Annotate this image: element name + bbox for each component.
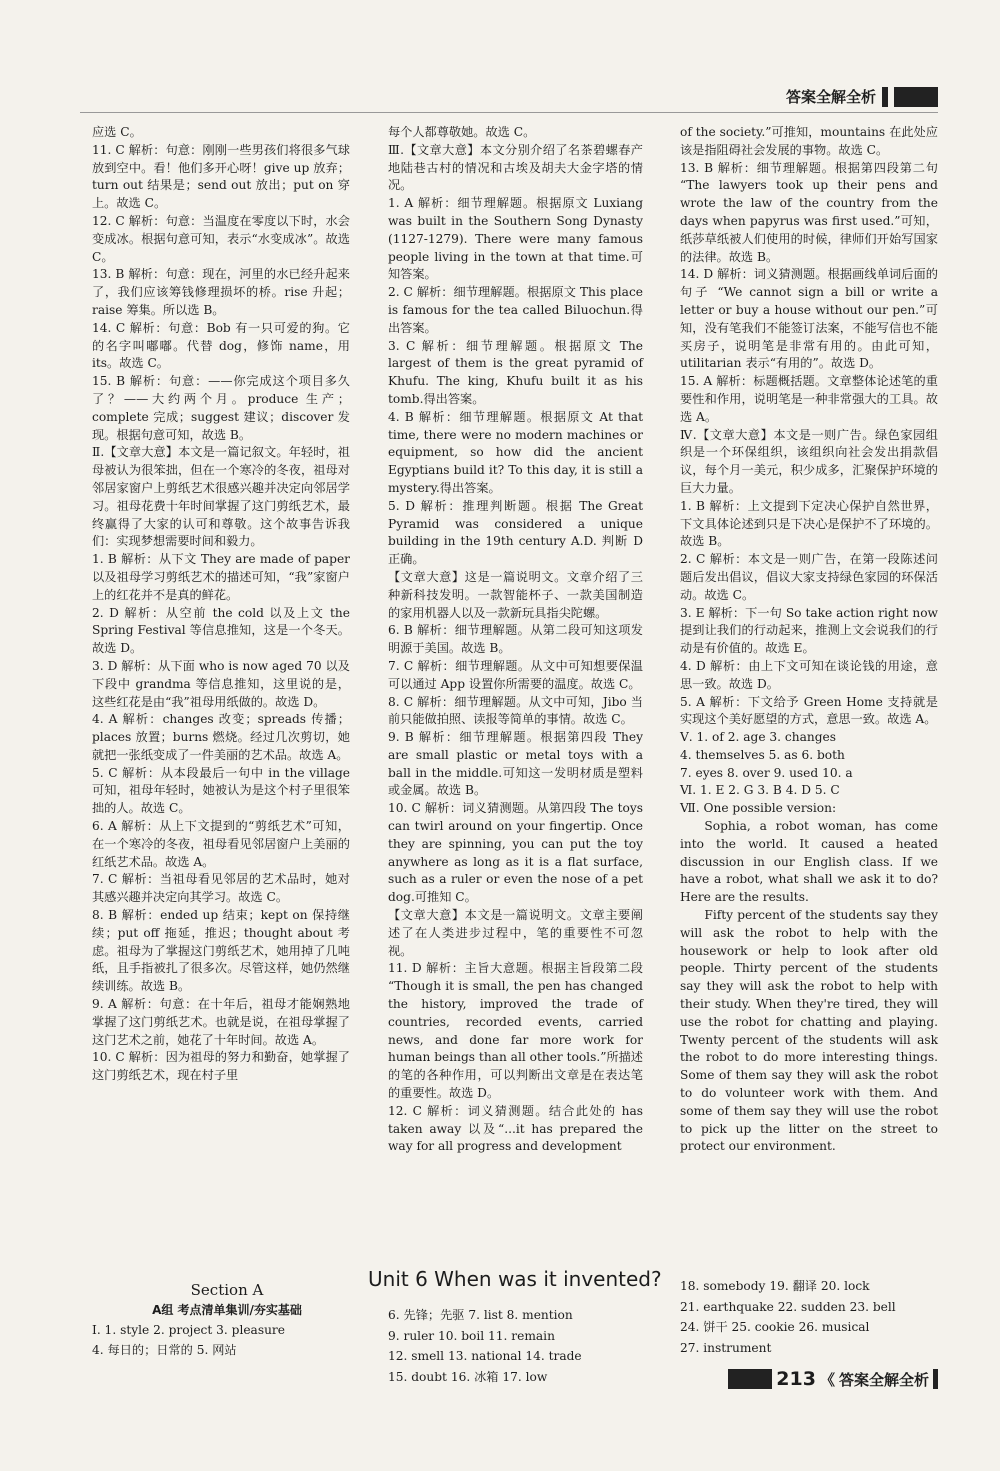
vocab-line: 24. 饼干 25. cookie 26. musical bbox=[680, 1320, 870, 1334]
vocab-line: 18. somebody 19. 翻译 20. lock bbox=[680, 1279, 870, 1293]
answer-paragraph: 2. D 解析：从空前 the cold 以及上文 the Spring Festival 等信息推知，这是一个冬天。故选 D。 bbox=[92, 605, 350, 656]
answer-paragraph: 15. A 解析：标题概括题。文章整体论述笔的重要性和作用，说明笔是一种非常强大的工具。故选 A。 bbox=[680, 374, 938, 424]
page-number: 213 bbox=[776, 1368, 816, 1390]
answer-paragraph: 1. A 解析：细节理解题。根据原文 Luxiang was built in the Southern Song Dynasty (1127-1279). There were many famous people living in the town at that time.可知答案。 bbox=[388, 196, 643, 282]
answer-paragraph: Ⅵ. 1. E 2. G 3. B 4. D 5. C bbox=[680, 783, 840, 798]
section-title: Section A bbox=[190, 1281, 264, 1299]
answer-paragraph: Ⅳ.【文章大意】本文是一则广告。绿色家园组织是一个环保组织，该组织向社会发出捐款倡议，每个月一美元，积少成多，汇聚保护环境的巨大力量。 bbox=[680, 427, 938, 495]
answer-paragraph: 9. B 解析：细节理解题。根据第四段 They are small plastic or metal toys with a ball in the middle.可知这一发明材质是塑料或金属。故选 B。 bbox=[388, 730, 643, 798]
vocab-line: 4. 每日的；日常的 5. 网站 bbox=[92, 1343, 237, 1357]
answer-paragraph: 每个人都尊敬她。故选 C。 bbox=[388, 125, 536, 139]
chevron-left-icon: 《 bbox=[819, 1370, 835, 1389]
answer-paragraph: 4. A 解析：changes 改变；spreads 传播；places 放置；burns 燃烧。经过几次剪切，她就把一张纸变成了一件美丽的艺术品。故选 A。 bbox=[92, 712, 350, 762]
answer-paragraph: 12. C 解析：句意：当温度在零度以下时，水会变成冰。根据句意可知，表示“水变成冰”。故选 C。 bbox=[92, 213, 350, 264]
answer-paragraph: 10. C 解析：词义猜测题。从第四段 The toys can twirl around on your fingertip. Once they are spinning, you can put the toy anywhere as long as it is a flat surface, such as a ruler or even the nose of a pet dog.可推知 C。 bbox=[388, 801, 643, 905]
answer-paragraph: Fifty percent of the students say they will ask the robot to help with the housework or help to look after old people. Thirty percent of the students say they will ask the robot to help with their study. When they're tired, they will use the robot for chatting and playing. Twenty percent of the students will ask the robot to do more interesting things. Some of them say they will ask the robot to do volunteer work with them. And some of them say they will use the robot to pick up the litter on the street to protect our environment. bbox=[680, 908, 938, 1154]
section-subtitle: A组 考点清单集训/夯实基础 bbox=[152, 1303, 302, 1317]
answer-paragraph: 7. C 解析：细节理解题。从文中可知想要保温可以通过 App 设置你所需要的温度。故选 C。 bbox=[388, 658, 643, 691]
answer-paragraph: 13. B 解析：细节理解题。根据第四段第二句 “The lawyers took up their pens and wrote the law of the country from the days when papyrus was first used.”可知，纸莎草纸被人们使用的时候，律师们开始写国家的法律。故选 B。 bbox=[680, 160, 938, 264]
header-block bbox=[894, 87, 938, 107]
answer-column-left bbox=[92, 124, 350, 1085]
answer-paragraph: 2. C 解析：细节理解题。根据原文 This place is famous for the tea called Biluochun.得出答案。 bbox=[388, 285, 643, 335]
answer-paragraph: 4. D 解析：由上下文可知在谈论钱的用途，意思一致。故选 D。 bbox=[680, 658, 938, 691]
answer-paragraph: 15. B 解析：句意：——你完成这个项目多久了？——大约两个月。produce 生产；complete 完成；suggest 建议；discover 发现。根据句意可知，故选 B。 bbox=[92, 374, 350, 442]
answer-paragraph: 1. B 解析：上文提到下定决心保护自然世界，下文具体论述到只是下决心是保护不了环境的。故选 B。 bbox=[680, 498, 938, 549]
answer-paragraph: 13. B 解析：句意：现在，河里的水已经升起来了，我们应该筹钱修理损坏的桥。rise 升起；raise 筹集。所以选 B。 bbox=[92, 267, 350, 317]
vocab-line: 6. 先锋；先驱 7. list 8. mention bbox=[388, 1308, 573, 1322]
answer-paragraph: 1. B 解析：从下文 They are made of paper 以及祖母学习剪纸艺术的描述可知，“我”家窗户上的红花并不是真的鲜花。 bbox=[92, 552, 350, 602]
header-rule bbox=[80, 112, 938, 113]
unit-title: Unit 6 When was it invented? bbox=[368, 1267, 662, 1291]
answer-paragraph: 10. C 解析：因为祖母的努力和勤奋，她掌握了这门剪纸艺术，现在村子里 bbox=[92, 1050, 350, 1083]
vocab-line: Ⅰ. 1. style 2. project 3. pleasure bbox=[92, 1323, 285, 1337]
answer-paragraph: 11. C 解析：句意：刚刚一些男孩们将很多气球放到空中。看！他们多开心呀！give up 放弃；turn out 结果是；send out 放出；put on 穿上。故选 C。 bbox=[92, 142, 350, 211]
vocab-column-right bbox=[680, 1276, 938, 1358]
answer-paragraph: 11. D 解析：主旨大意题。根据主旨段第二段 “Though it is small, the pen has changed the history, improved the trade of countries, recorded events, carried news, and done far more work for human beings than all other tools.”所描述的笔的各种作用，可以判断出文章是在表达笔的重要性。故选 D。 bbox=[388, 961, 643, 1101]
vocab-column-middle bbox=[388, 1305, 643, 1387]
answer-paragraph: 7. eyes 8. over 9. used 10. a bbox=[680, 765, 853, 780]
header-title: 答案全解全析 bbox=[785, 88, 876, 106]
footer-block bbox=[728, 1369, 772, 1389]
header-bar bbox=[882, 87, 888, 107]
vocab-line: 12. smell 13. national 14. trade bbox=[388, 1349, 582, 1363]
page-footer bbox=[728, 1368, 938, 1390]
section-block bbox=[92, 1280, 362, 1360]
vocab-line: 15. doubt 16. 冰箱 17. low bbox=[388, 1369, 548, 1384]
page-header bbox=[786, 86, 938, 107]
answer-paragraph: 【文章大意】这是一篇说明文。文章介绍了三种新科技发明。一款智能杯子、一款美国制造的家用机器人以及一款新玩具指尖陀螺。 bbox=[388, 569, 643, 620]
answer-paragraph: 4. B 解析：细节理解题。根据原文 At that time, there were no modern machines or equipment, so how did the ancient Egyptians build it? To this day, it is still a mystery.得出答案。 bbox=[388, 409, 643, 495]
answer-paragraph: 2. C 解析：本文是一则广告，在第一段陈述问题后发出倡议，倡议大家支持绿色家园的环保活动。故选 C。 bbox=[680, 552, 938, 602]
vocab-line: 9. ruler 10. boil 11. remain bbox=[388, 1328, 555, 1343]
answer-paragraph: 14. D 解析：词义猜测题。根据画线单词后面的句子 “We cannot sign a bill or write a letter or buy a house without our pen.”可知，没有笔我们不能签订法案，不能写信也不能买房子，说明笔是非常有用的。由此可知，utilitarian 表示“有用的”。故选 D。 bbox=[680, 267, 938, 371]
answer-paragraph: 【文章大意】本文是一篇说明文。文章主要阐述了在人类进步过程中，笔的重要性不可忽视。 bbox=[388, 908, 643, 958]
answer-paragraph: 8. B 解析：ended up 结束；kept on 保持继续；put off 拖延，推迟；thought about 考虑。祖母为了掌握这门剪纸艺术，她用掉了几吨纸，且手指被扎了很多次。尽管这样，她仍然继续训练。故选 B。 bbox=[92, 908, 350, 994]
answer-paragraph: Ⅴ. 1. of 2. age 3. changes bbox=[680, 730, 836, 745]
answer-column-middle bbox=[388, 124, 643, 1156]
answer-paragraph: Ⅶ. One possible version: bbox=[680, 801, 837, 816]
answer-paragraph: 5. A 解析：下文给予 Green Home 支持就是实现这个美好愿望的方式，意思一致。故选 A。 bbox=[680, 694, 938, 727]
vocab-line: 27. instrument bbox=[680, 1340, 772, 1355]
answer-paragraph: 7. C 解析：当祖母看见邻居的艺术品时，她对其感兴趣并决定向其学习。故选 C。 bbox=[92, 872, 350, 905]
answer-paragraph: 6. A 解析：从上下文提到的“剪纸艺术”可知，在一个寒冷的冬夜，祖母看见邻居窗户上美丽的红纸艺术品。故选 A。 bbox=[92, 819, 350, 869]
answer-paragraph: Ⅱ.【文章大意】本文是一篇记叙文。年轻时，祖母被认为很笨拙，但在一个寒冷的冬夜，祖母对邻居家窗户上剪纸艺术很感兴趣并决定向邻居学习。祖母花费十年时间掌握了这门剪纸艺术，最终赢得了大家的认可和尊敬。这个故事告诉我们：实现梦想需要时间和毅力。 bbox=[92, 445, 350, 549]
answer-paragraph: Ⅲ.【文章大意】本文分别介绍了名茶碧螺春产地陆巷古村的情况和古埃及胡夫大金字塔的情况。 bbox=[388, 142, 643, 193]
answer-paragraph: 9. A 解析：句意：在十年后，祖母才能娴熟地掌握了这门剪纸艺术。也就是说，在祖母掌握了这门艺术之前，她花了十年时间。故选 A。 bbox=[92, 997, 350, 1047]
answer-paragraph: 3. C 解析：细节理解题。根据原文 The largest of them is the great pyramid of Khufu. The king, Khufu built it as his tomb.得出答案。 bbox=[388, 338, 643, 406]
answer-paragraph: 3. D 解析：从下面 who is now aged 70 以及下段中 grandma 等信息推知，这里说的是，这些红花是由“我”祖母用纸做的。故选 D。 bbox=[92, 658, 350, 709]
answer-paragraph: 6. B 解析：细节理解题。从第二段可知这项发明源于美国。故选 B。 bbox=[388, 623, 643, 656]
answer-paragraph: 12. C 解析：词义猜测题。结合此处的 has taken away 以及“...it has prepared the way for all progress and development bbox=[388, 1103, 643, 1154]
answer-paragraph: 5. D 解析：推理判断题。根据 The Great Pyramid was considered a unique building in the 19th century A.D. 判断 D 正确。 bbox=[388, 498, 643, 567]
answer-paragraph: of the society.”可推知，mountains 在此处应该是指阻碍社会发展的事物。故选 C。 bbox=[680, 125, 938, 157]
vocab-line: 21. earthquake 22. sudden 23. bell bbox=[680, 1299, 896, 1314]
answer-paragraph: 14. C 解析：句意：Bob 有一只可爱的狗。它的名字叫嘟嘟。代替 dog，修饰 name，用 its。故选 C。 bbox=[92, 320, 350, 371]
answer-paragraph: 8. C 解析：细节理解题。从文中可知，Jibo 当前只能做拍照、读报等简单的事情。故选 C。 bbox=[388, 694, 643, 727]
answer-column-right bbox=[680, 124, 938, 1156]
footer-title: 答案全解全析 bbox=[838, 1370, 929, 1389]
answer-paragraph: 4. themselves 5. as 6. both bbox=[680, 747, 845, 762]
footer-bar bbox=[933, 1369, 938, 1389]
answer-paragraph: 5. C 解析：从本段最后一句中 in the village 可知，祖母年轻时，她被认为是这个村子里很笨拙的人。故选 C。 bbox=[92, 765, 350, 816]
answer-paragraph: Sophia, a robot woman, has come into the world. It caused a heated discussion in our English class. If we have a robot, what shall we ask it to do? Here are the results. bbox=[680, 819, 938, 905]
answer-paragraph: 3. E 解析：下一句 So take action right now 提到让我们的行动起来，推测上文会说我们的行动是有价值的。故选 E。 bbox=[680, 605, 938, 656]
answer-paragraph: 应选 C。 bbox=[92, 125, 142, 139]
